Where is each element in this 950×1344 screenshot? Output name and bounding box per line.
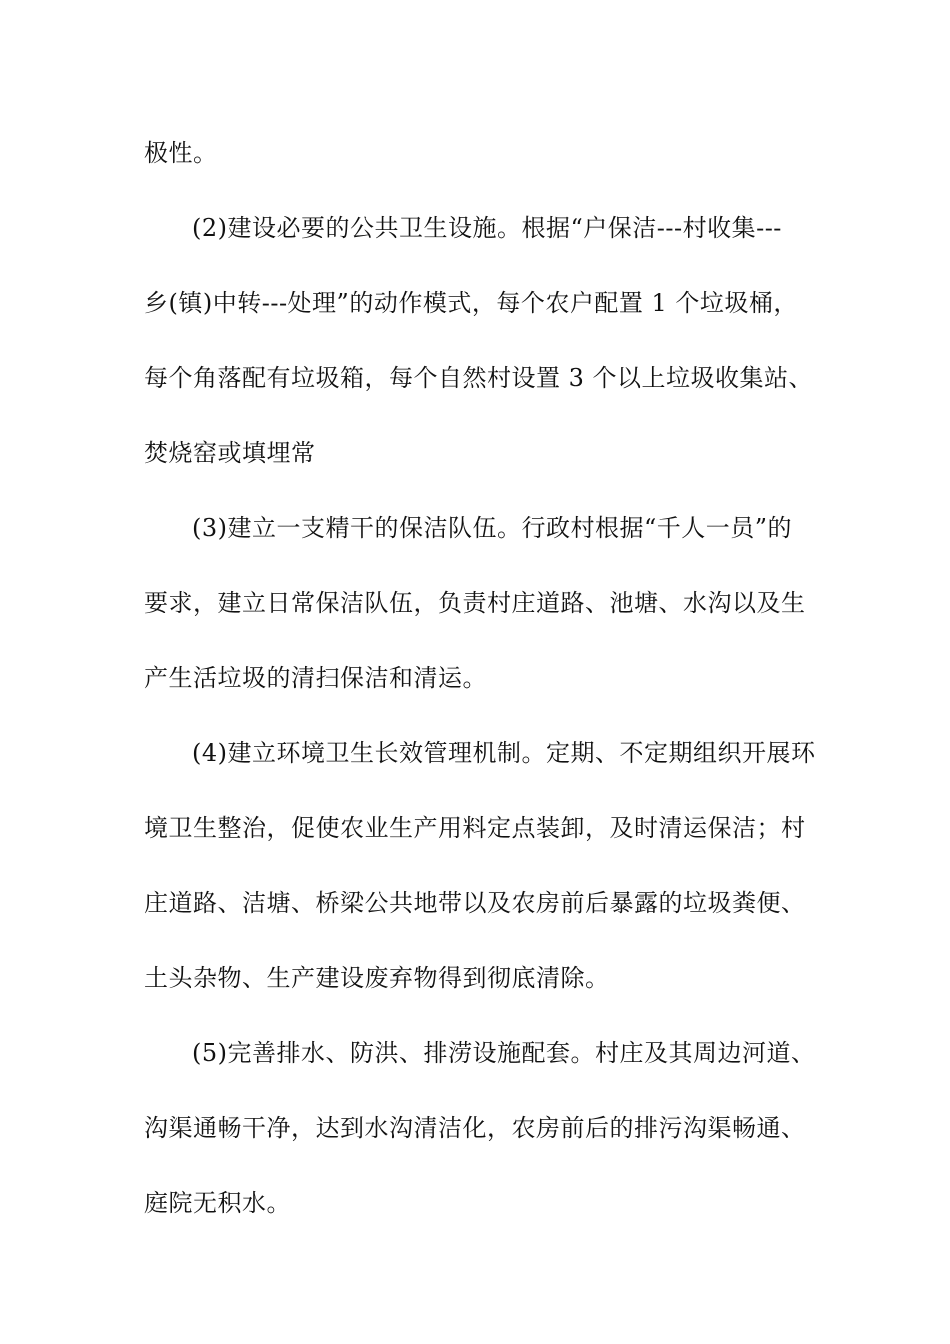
text-line: 土头杂物、生产建设废弃物得到彻底清除。 — [144, 964, 610, 992]
text-line: 境卫生整治，促使农业生产用料定点装卸，及时清运保洁；村 — [144, 814, 806, 842]
text-line: 极性。 — [144, 139, 218, 167]
text-line: 庭院无积水。 — [144, 1189, 291, 1217]
text-line: 每个角落配有垃圾箱，每个自然村设置 3 个以上垃圾收集站、 — [144, 364, 814, 392]
text-line: 沟渠通畅干净，达到水沟清洁化，农房前后的排污沟渠畅通、 — [144, 1114, 806, 1142]
paragraph-5-line-1: (5)完善排水、防洪、排涝设施配套。村庄及其周边河道、 — [192, 1039, 816, 1067]
text-line: 焚烧窑或填埋常 — [144, 439, 316, 467]
paragraph-3-line-1: (3)建立一支精干的保洁队伍。行政村根据“千人一员”的 — [192, 514, 793, 542]
text-line: 要求，建立日常保洁队伍，负责村庄道路、池塘、水沟以及生 — [144, 589, 806, 617]
text-line: 乡(镇)中转---处理”的动作模式，每个农户配置 1 个垃圾桶， — [144, 289, 798, 317]
paragraph-2-line-1: (2)建设必要的公共卫生设施。根据“户保洁---村收集--- — [192, 214, 782, 242]
text-line: 产生活垃圾的清扫保洁和清运。 — [144, 664, 487, 692]
paragraph-4-line-1: (4)建立环境卫生长效管理机制。定期、不定期组织开展环 — [192, 739, 816, 767]
text-line: 庄道路、洁塘、桥梁公共地带以及农房前后暴露的垃圾粪便、 — [144, 889, 806, 917]
